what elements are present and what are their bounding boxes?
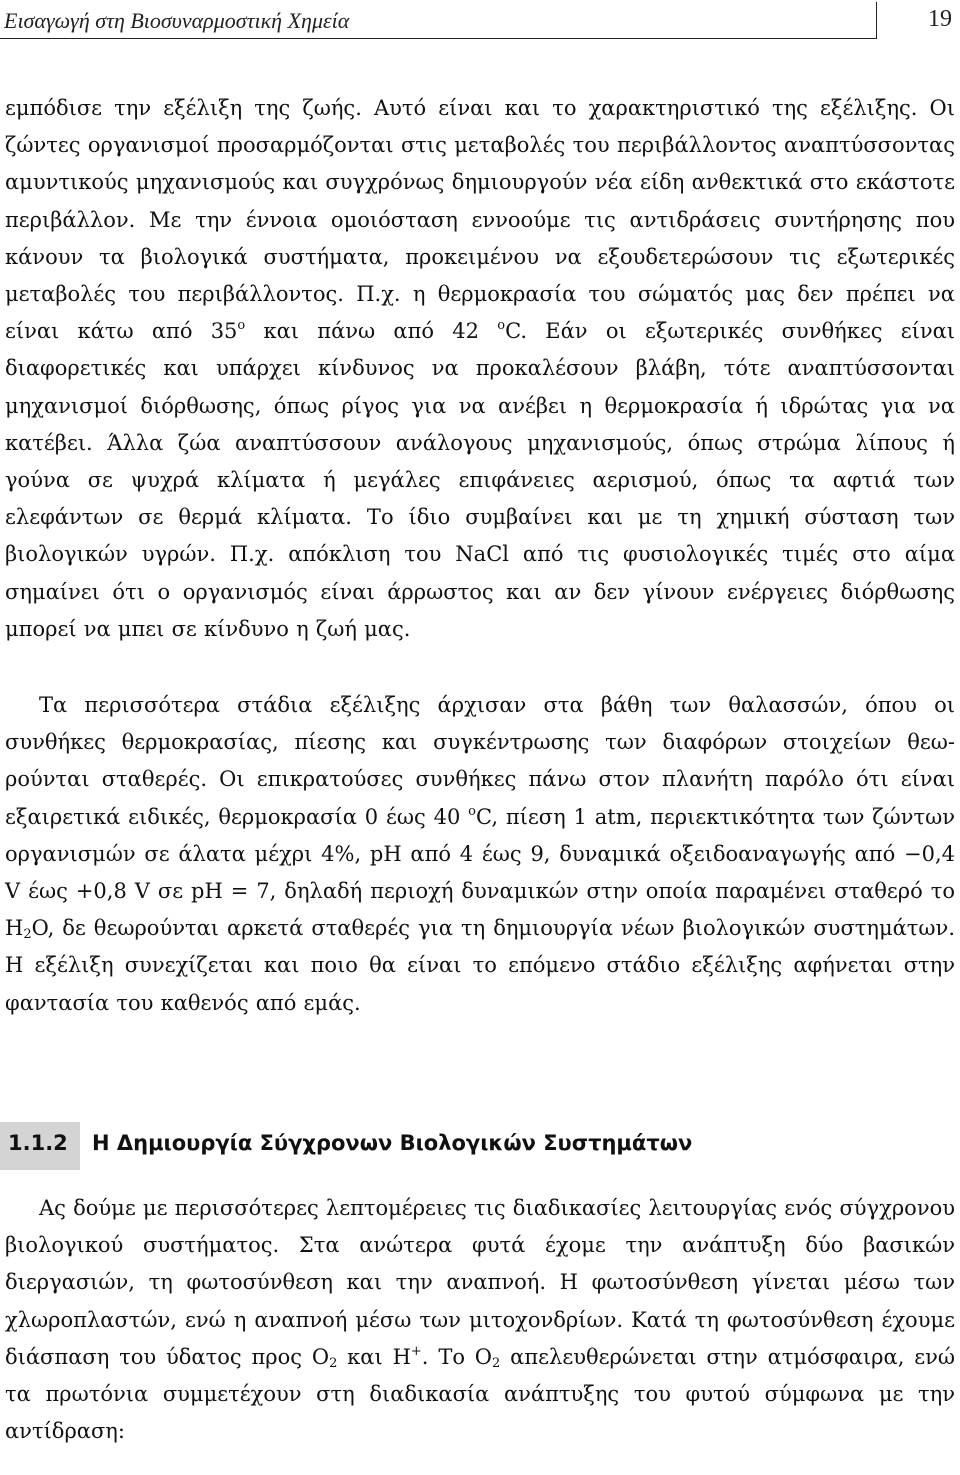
paragraph-2-part-b: C, πίεση 1 atm, περιεκτικότητα των ζώντων οργανισμών σε άλατα μέχρι 4%, pH από 4 έως 9, δυναμικά οξειδοαναγωγής από −0,4 V έως +0,8 V σε pH = 7, δηλαδή περιοχή δυναμικών στην οποία παραμένει σταθερό το H (5, 804, 955, 941)
paragraph-2 (5, 687, 955, 1022)
subscript-2: 2 (492, 1355, 501, 1371)
section-title: Η Δημιουργία Σύγχρονων Βιολογικών Συστημάτων (92, 1131, 693, 1155)
degree-superscript: o (468, 803, 476, 819)
paragraph-3 (5, 1190, 955, 1450)
subscript-2: 2 (329, 1355, 338, 1371)
plus-superscript: + (410, 1343, 422, 1359)
paragraph-1-text (5, 90, 955, 648)
header-divider (876, 2, 877, 39)
paragraph-1-part-b: και πάνω από 42 (245, 319, 498, 344)
paragraph-1-part-c: C. Εάν οι εξωτερικές συνθήκες είναι διαφορετικές και υπάρχει κίνδυνος να προκαλέσουν βλάβη, τότε αναπτύσσονται μηχανισμοί διόρθωσης, όπως ρίγος για να ανέβει η θερμοκρασία ή ιδρώτας για να κατέβει. Άλλα ζώα αναπτύσσουν ανάλογους μηχανισμούς, όπως στρώμα λίπους ή γούνα σε ψυχρά κλίματα ή μεγάλες επιφάνειες αερισμού, όπως τα αφτιά των ελεφάντων σε θερμά κλίματα. Το ίδιο συμβαίνει και με τη χημική σύσταση των βιολογικών υγρών. Π.χ. απόκλιση του NaCl από τις φυσιολογικές τιμές στο αίμα σημαίνει ότι ο οργανισμός είναι άρρωστος και αν δεν γίνουν ενέργειες διόρθωσης μπορεί να μπει σε κίνδυνο η ζωή μας. (5, 319, 955, 641)
section-number-box (0, 1122, 80, 1170)
degree-superscript: o (497, 318, 506, 334)
running-header (0, 0, 960, 40)
paragraph-3-part-a: Ας δούμε με περισσότερες λεπτομέρειες τις διαδικασίες λειτουργίας ενός σύγχρονου βιολογικού συστήματος. Στα ανώτερα φυτά έχομε την ανάπτυξη δύο βασικών διεργασιών, τη φωτοσύνθεση και την αναπνοή. Η φωτοσύνθεση γίνεται μέσω των χλωροπλαστών, ενώ η αναπνοή μέσω των μιτοχονδρίων. Κατά τη φωτοσύνθεση έχουμε διάσπαση του ύδατος προς O (5, 1196, 955, 1369)
paragraph-3-text (5, 1190, 955, 1450)
paragraph-3-part-d: απελευθερώνεται στην ατμόσφαιρα, ενώ τα πρωτόνια συμμετέχουν στη διαδικασία ανάπτυξης του φυτού σύμφωνα με την αντίδραση: (5, 1344, 955, 1444)
page-number: 19 (928, 6, 952, 32)
paragraph-1-part-a: εμπόδισε την εξέλιξη της ζωής. Αυτό είναι και το χαρακτηριστικό της εξέλιξης. Οι ζώντες οργανισμοί προσαρμόζονται στις μεταβολές του περιβάλλοντος αναπτύσσοντας αμυντικούς μηχανισμούς και συγχρόνως δημιουργούν νέα είδη ανθεκτικά στο εκάστοτε περιβάλλον. Με την έννοια ομοιόσταση εννοούμε τις αντιδράσεις συντήρησης που κάνουν τα βιολογικά συστήματα, προκειμένου να εξουδετερώσουν τις εξωτερικές μεταβολές του περιβάλλοντος. Π.χ. η θερμοκρασία του σώματός μας δεν πρέπει να είναι κάτω από 35 (5, 96, 955, 344)
running-header-title: Εισαγωγή στη Βιοσυναρμοστική Χημεία (4, 8, 350, 33)
section-number: 1.1.2 (8, 1131, 68, 1155)
subscript-2: 2 (23, 927, 32, 943)
paragraph-3-part-b: και H (337, 1344, 411, 1369)
paragraph-3-part-c: . Το O (421, 1344, 493, 1369)
paragraph-2-text (5, 687, 955, 1022)
paragraph-2-part-c: O, δε θεωρούνται αρκετά σταθερές για τη δημιουργία νέων βιολογικών συστημάτων. Η εξέλιξη συνεχίζεται και ποιο θα είναι το επόμενο στάδιο εξέλιξης αφήνεται στην φαντασία του καθενός από εμάς. (5, 916, 955, 1015)
paragraph-2-part-a: Τα περισσότερα στάδια εξέλιξης άρχισαν στα βάθη των θαλασσών, όπου οι συνθήκες θερμοκρασίας, πίεσης και συγκέντρωσης των διαφόρων στοιχείων θεωρούνται σταθερές. Οι επικρατούσες συνθήκες πάνω στον πλανήτη παρόλο ότι είναι εξαιρετικά ειδικές, θερμοκρασία 0 έως 40 (5, 693, 955, 829)
paragraph-1 (5, 90, 955, 648)
section-heading (0, 1122, 960, 1170)
degree-superscript: o (237, 318, 246, 334)
header-rule (0, 38, 876, 39)
